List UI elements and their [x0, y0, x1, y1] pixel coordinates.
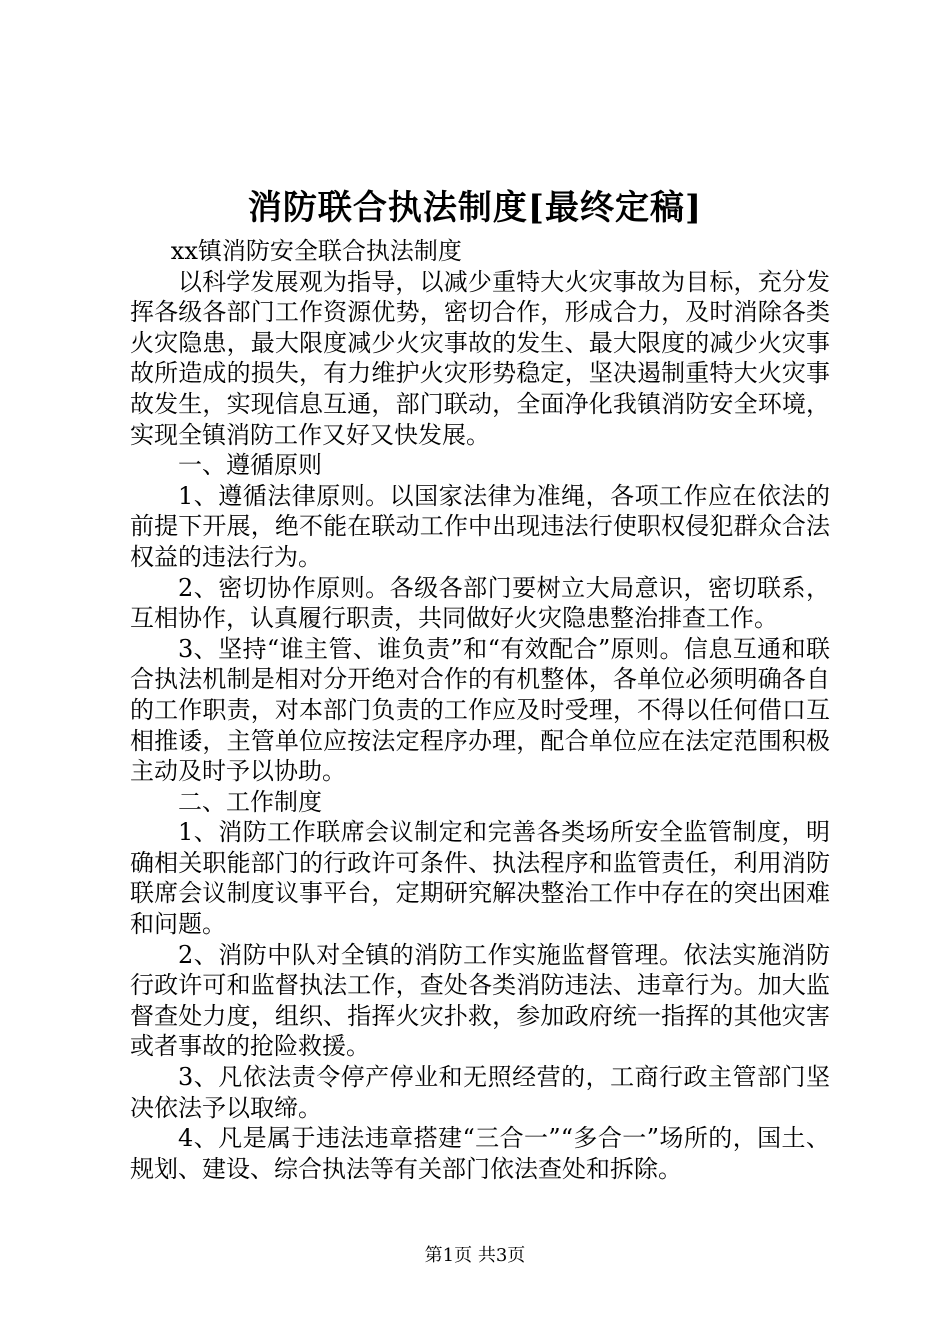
section-heading-principles: 一、遵循原则 — [178, 451, 322, 480]
principle-paragraph: 1、遵循法律原则。以国家法律为准绳，各项工作应在依法的前提下开展，绝不能在联动工作中出现违法行使职权侵犯群众合法权益的违法行为。 — [130, 481, 830, 571]
section-heading-work-system: 二、工作制度 — [178, 787, 322, 816]
work-system-paragraph: 4、凡是属于违法违章搭建“三合一”“多合一”场所的，国土、规划、建设、综合执法等有关部门依法查处和拆除。 — [130, 1124, 830, 1183]
document-title: 消防联合执法制度[最终定稿] — [247, 188, 703, 228]
page-number-footer: 第1页 共3页 — [424, 1245, 526, 1266]
intro-paragraph: 以科学发展观为指导，以减少重特大火灾事故为目标，充分发挥各级各部门工作资源优势，密切合作，形成合力，及时消除各类火灾隐患，最大限度减少火灾事故的发生、最大限度的减少火灾事故所造成的损失，有力维护火灾形势稳定，坚决遏制重特大火灾事故发生，实现信息互通，部门联动，全面净化我镇消防安全环境，实现全镇消防工作又好又快发展。 — [130, 267, 830, 449]
work-system-paragraph: 1、消防工作联席会议制定和完善各类场所安全监管制度，明确相关职能部门的行政许可条件、执法程序和监管责任，利用消防联席会议制度议事平台，定期研究解决整治工作中存在的突出困难和问题。 — [130, 818, 830, 939]
document-body — [130, 236, 830, 1184]
principle-paragraph: 3、坚持“谁主管、谁负责”和“有效配合”原则。信息互通和联合执法机制是相对分开绝对合作的有机整体，各单位必须明确各自的工作职责，对本部门负责的工作应及时受理，不得以任何借口互相推诿，主管单位应按法定程序办理，配合单位应在法定范围积极主动及时予以协助。 — [130, 634, 830, 786]
work-system-paragraph: 2、消防中队对全镇的消防工作实施监督管理。依法实施消防行政许可和监督执法工作，查处各类消防违法、违章行为。加大监督查处力度，组织、指挥火灾扑救，参加政府统一指挥的其他灾害或者事故的抢险救援。 — [130, 940, 830, 1061]
document-subtitle: xx镇消防安全联合执法制度 — [170, 237, 462, 265]
work-system-paragraph: 3、凡依法责令停产停业和无照经营的，工商行政主管部门坚决依法予以取缔。 — [130, 1063, 830, 1122]
principle-paragraph: 2、密切协作原则。各级各部门要树立大局意识，密切联系，互相协作，认真履行职责，共同做好火灾隐患整治排查工作。 — [130, 573, 830, 633]
